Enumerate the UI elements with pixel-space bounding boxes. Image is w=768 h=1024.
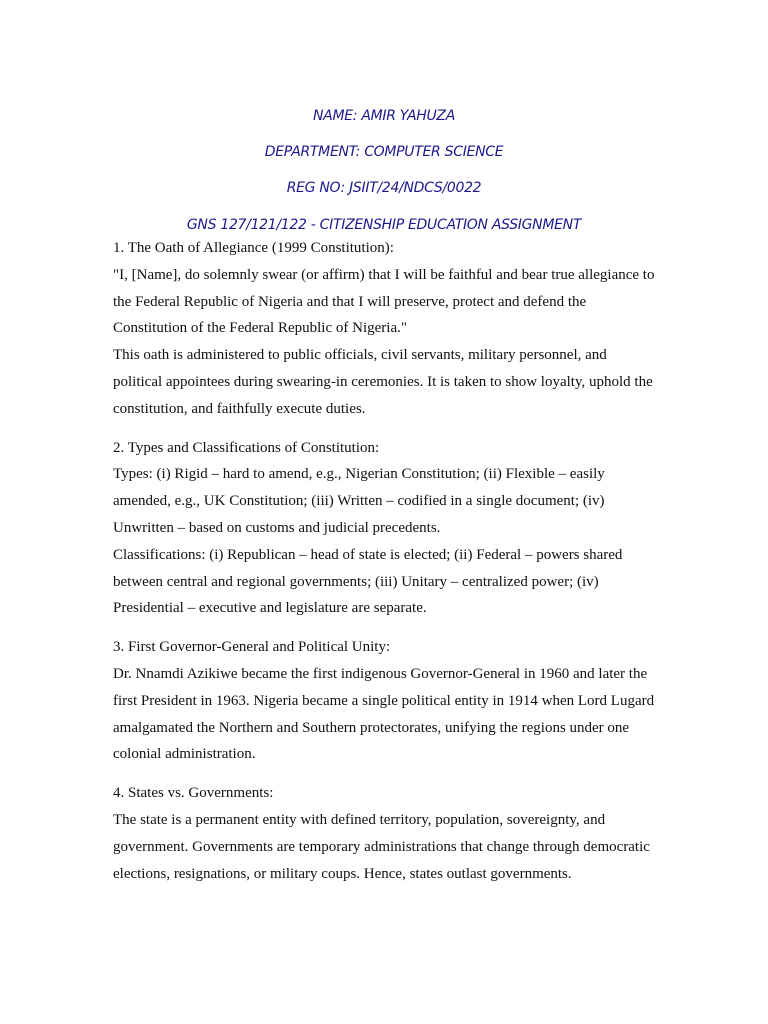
paragraph: Classifications: (i) Republican – head of state is elected; (ii) Federal – powers shared between central and regional governments; (iii) Unitary – centralized power; (iv) Presidential – executive and legislature are separate. bbox=[113, 546, 623, 617]
section-governor-general bbox=[113, 634, 658, 768]
department: DEPARTMENT: COMPUTER SCIENCE bbox=[264, 144, 504, 160]
paragraph: This oath is administered to public officials, civil servants, military personnel, and political appointees during swearing-in ceremonies. It is taken to show loyalty, uphold the constitution, and faithfully execute duties. bbox=[113, 347, 653, 417]
section-states-vs-governments bbox=[113, 780, 658, 887]
section-oath bbox=[113, 235, 658, 423]
section-constitution-types bbox=[113, 435, 658, 623]
course-title: GNS 127/121/122 - CITIZENSHIP EDUCATION ASSIGNMENT bbox=[186, 217, 582, 233]
paragraph: Types: (i) Rigid – hard to amend, e.g., Nigerian Constitution; (ii) Flexible – easily amended, e.g., UK Constitution; (iii) Written – codified in a single document; (iv) Unwritten – based on customs and judicial precedents. bbox=[113, 466, 605, 536]
student-name: NAME: AMIR YAHUZA bbox=[313, 108, 455, 124]
section-heading: 1. The Oath of Allegiance (1999 Constitution): bbox=[113, 240, 394, 256]
paragraph: Dr. Nnamdi Azikiwe became the first indigenous Governor-General in 1960 and later the first President in 1963. Nigeria became a single political entity in 1914 when Lord Lugard amalgamated the Northern and Southern protectorates, unifying the regions under one colonial administration. bbox=[113, 665, 655, 763]
section-heading: 3. First Governor-General and Political Unity: bbox=[113, 639, 391, 656]
section-heading: 4. States vs. Governments: bbox=[113, 785, 274, 802]
reg-number: REG NO: JSIIT/24/NDCS/0022 bbox=[286, 180, 482, 196]
section-heading: 2. Types and Classifications of Constitution: bbox=[113, 439, 380, 456]
paragraph: The state is a permanent entity with defined territory, population, sovereignty, and government. Governments are temporary administrations that change through democratic elections, resignations, or military coups. Hence, states outlast governments. bbox=[113, 811, 650, 882]
paragraph: "I, [Name], do solemnly swear (or affirm) that I will be faithful and bear true allegiance to the Federal Republic of Nigeria and that I will preserve, protect and defend the Constitution of the Federal Republic of Nigeria." bbox=[113, 266, 655, 337]
document-body bbox=[113, 235, 658, 887]
